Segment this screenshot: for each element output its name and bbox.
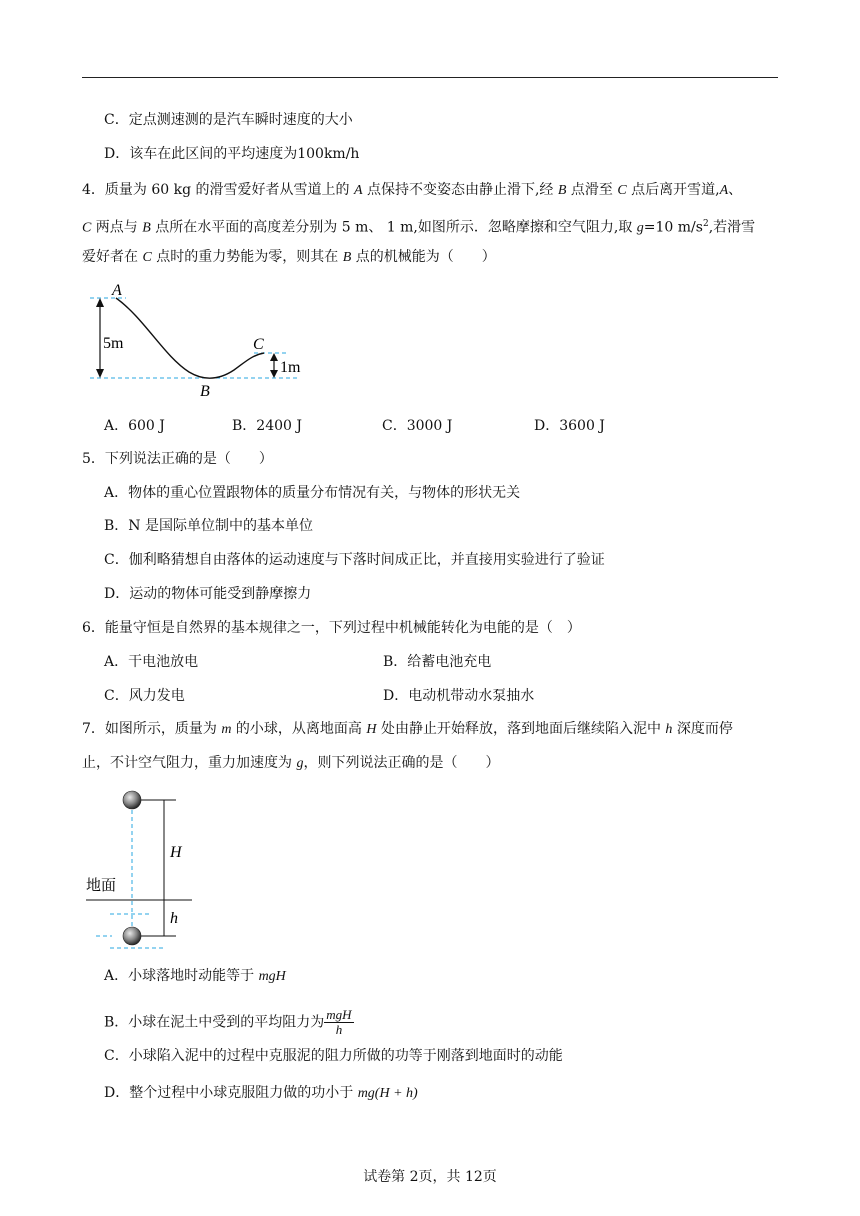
fig-label-ground: 地面 [86,876,117,894]
fraction-mgh-over-h: $\frac{\text{mgH}}{h}$ [326,1007,352,1037]
q3-option-c: C．定点测速测的是汽车瞬时速度的大小 [104,112,353,128]
q5-stem: 5．下列说法正确的是（ ） [82,451,273,467]
q5-option-b: B．N 是国际单位制中的基本单位 [104,518,313,534]
q7-option-b: B．小球在泥土中受到的平均阻力为 $\frac{\text{mgH}}{h}$ [104,1007,352,1037]
q4-stem-line1: 4．质量为 60 kg 的滑雪爱好者从雪道上的 A 点保持不变姿态由静止滑下,经 B 点滑至 C 点后离开雪道,A、 [82,182,743,198]
q7-option-d: D．整个过程中小球克服阻力做的功小于 mg(H + h) [104,1085,418,1101]
q6-option-a: A．干电池放电 [104,654,199,670]
q7-falling-ball-figure [84,786,204,952]
q6-option-c: C．风力发电 [104,688,185,704]
ball-bottom [123,927,141,945]
q4-ski-slope-figure [84,278,324,402]
q7-option-c: C．小球陷入泥中的过程中克服泥的阻力所做的功等于刚落到地面时的动能 [104,1048,563,1064]
q7-stem-line1: 7．如图所示，质量为 m 的小球，从离地面高 H 处由静止开始释放，落到地面后继续陷入泥中 h 深度而停 [82,721,733,737]
q4-stem-line2: C 两点与 B 点所在水平面的高度差分别为 5 m、 1 m,如图所示．忽略摩擦和空气阻力,取 g=10 $m/s^2$,若滑雪 [82,219,756,236]
fig-label-big-h: H [170,844,182,861]
ball-top [123,791,141,809]
q7-stem-line2: 止，不计空气阻力，重力加速度为 g，则下列说法正确的是（ ） [82,755,500,771]
q4-option-d: D．3600 J [534,418,605,434]
q5-option-a: A．物体的重心位置跟物体的质量分布情况有关，与物体的形状无关 [104,485,521,501]
q4-option-c: C．3000 J [382,418,453,434]
q7-option-a: A．小球落地时动能等于 mgH [104,968,286,984]
fig-label-c: C [253,336,264,353]
fig-label-a: A [112,282,122,299]
q6-option-b: B．给蓄电池充电 [383,654,492,670]
q5-option-d: D．运动的物体可能受到静摩擦力 [104,586,312,602]
q4-option-a: A．600 J [104,418,165,434]
q5-option-c: C．伽利略猜想自由落体的运动速度与下落时间成正比，并直接用实验进行了验证 [104,552,605,568]
header-rule [82,77,778,78]
q3-option-d: D．该车在此区间的平均速度为100km/h [104,146,360,162]
fig-height-5m: 5m [103,335,124,352]
q4-option-b: B．2400 J [232,418,302,434]
q4-stem-line3: 爱好者在 C 点时的重力势能为零，则其在 B 点的机械能为（ ） [82,249,496,265]
fig-height-1m: 1m [280,359,301,376]
q6-stem: 6．能量守恒是自然界的基本规律之一，下列过程中机械能转化为电能的是（ ） [82,620,581,636]
fig-label-b: B [200,383,210,400]
q6-option-d: D．电动机带动水泵抽水 [383,688,535,704]
fig-label-small-h: h [170,910,178,927]
page-footer: 试卷第 2页，共 12页 [363,1169,497,1185]
